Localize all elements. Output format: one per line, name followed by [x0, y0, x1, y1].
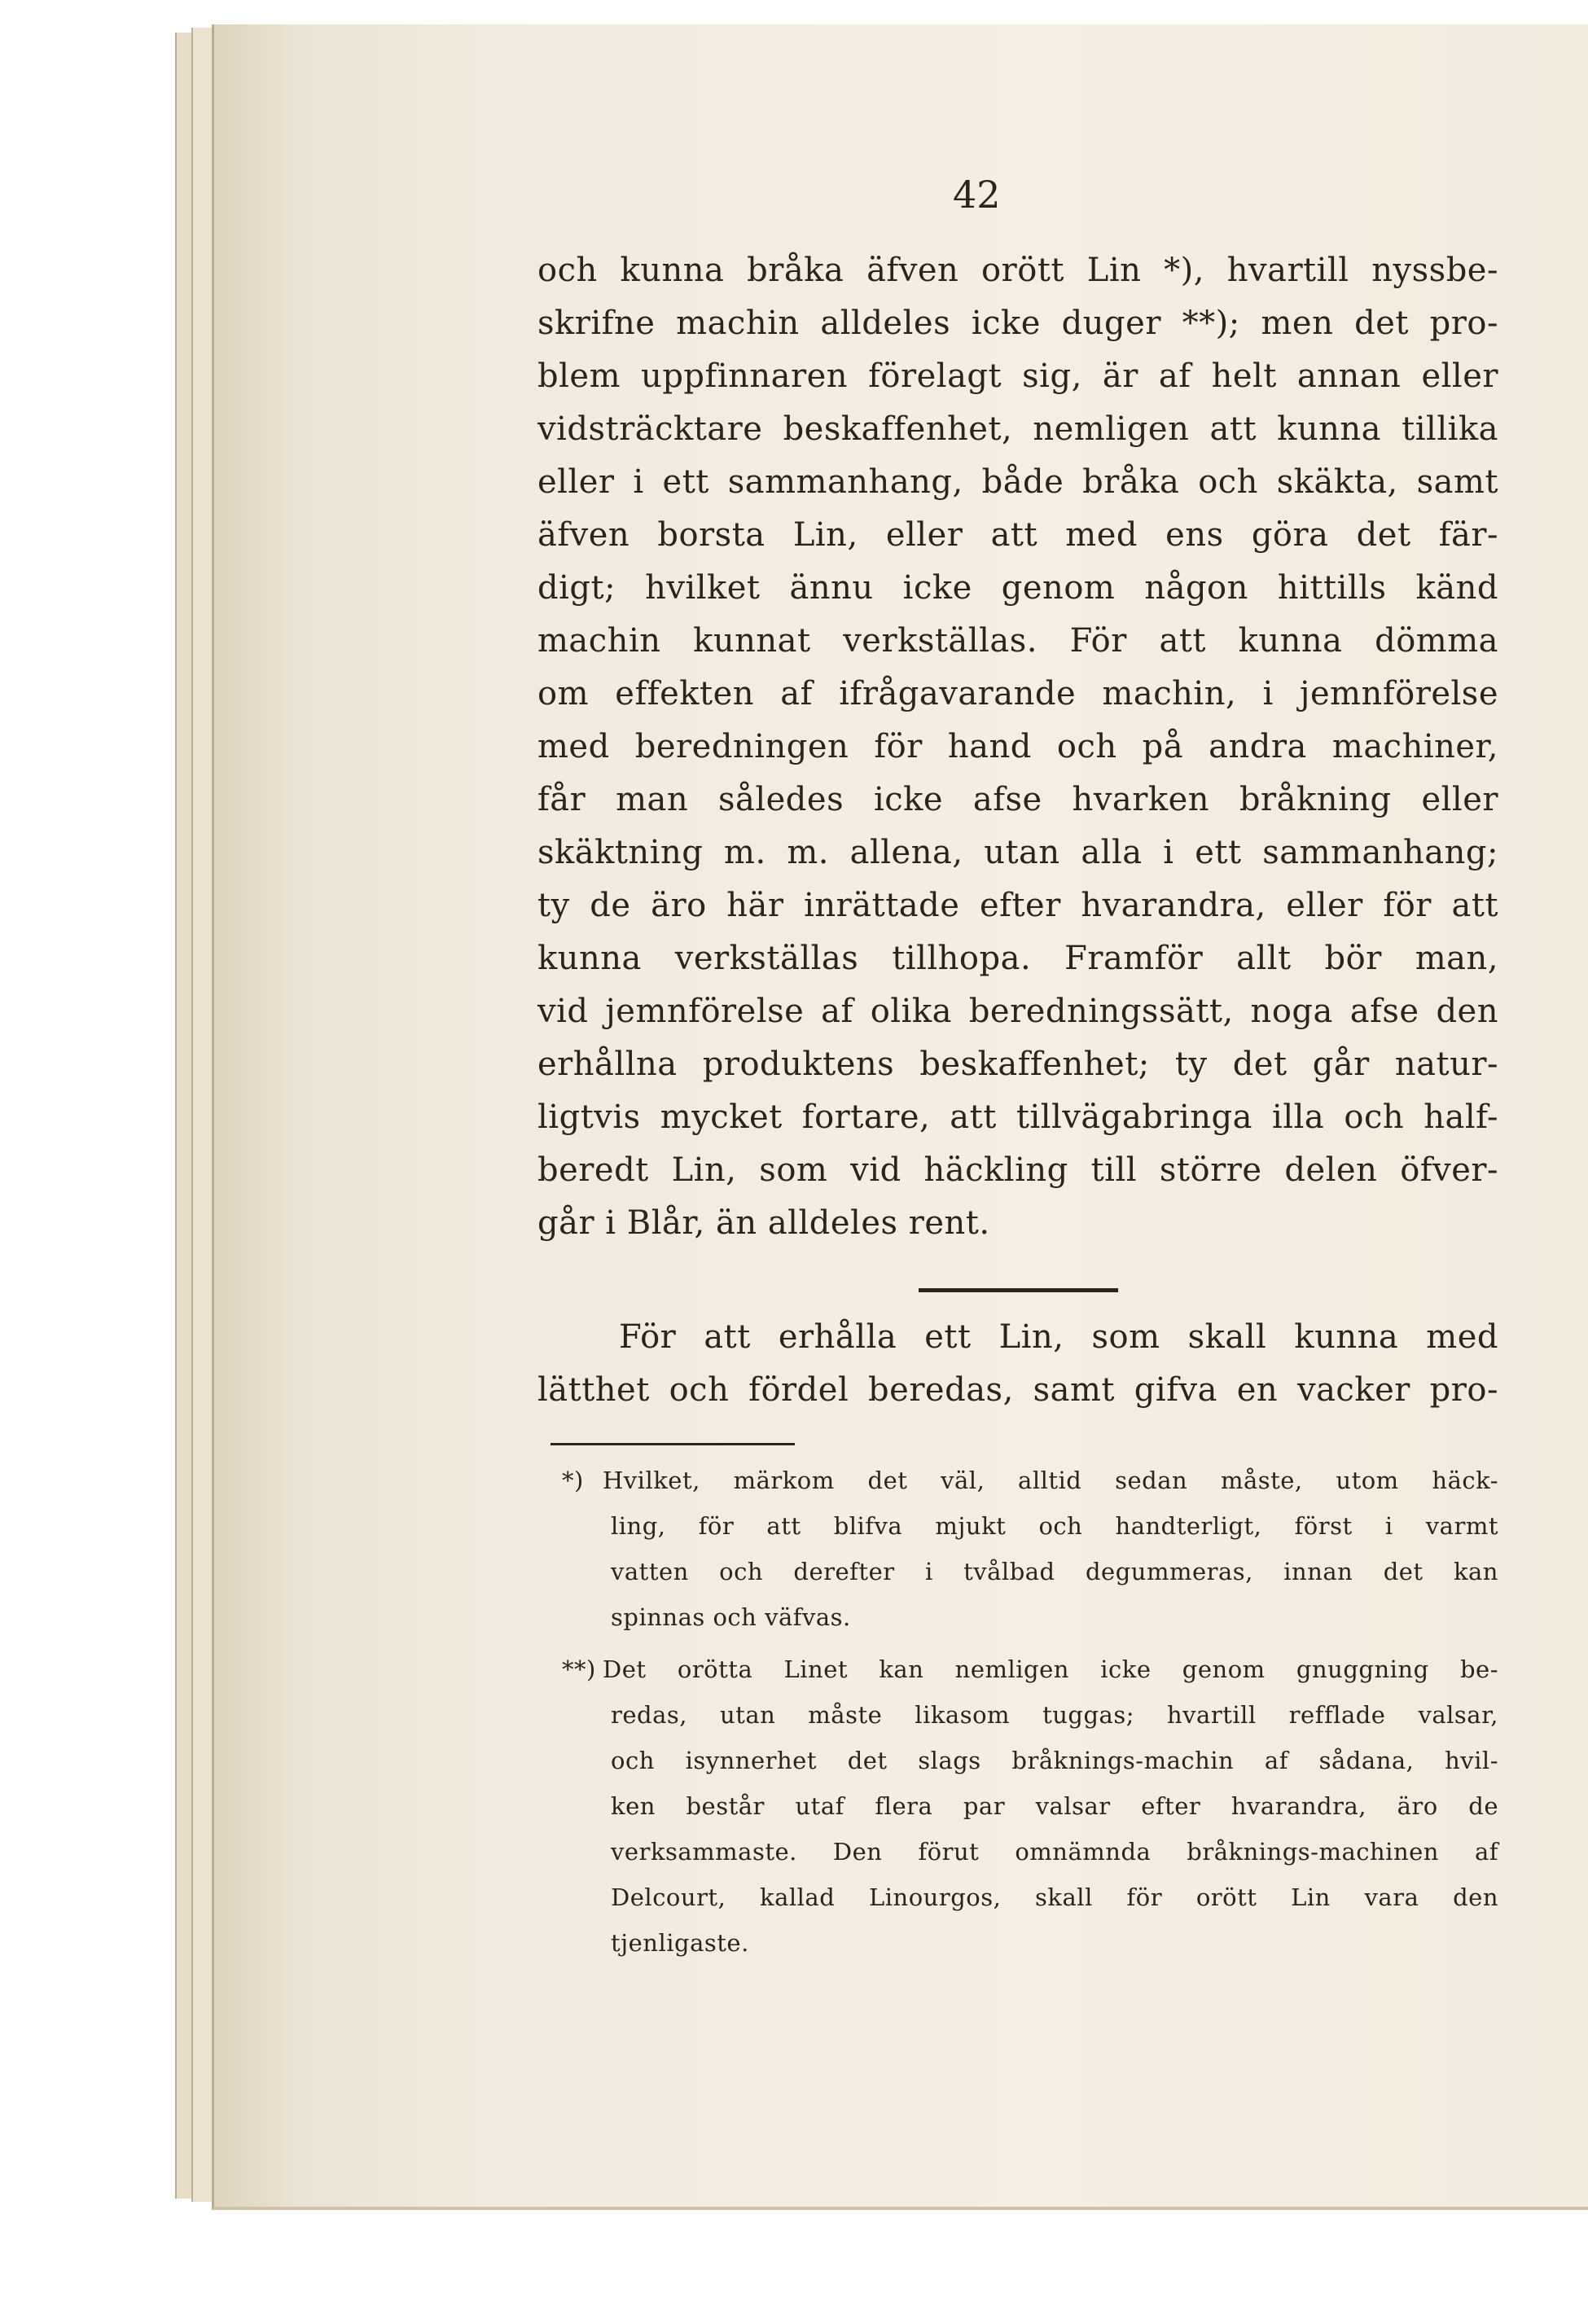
footnote-line: ken består utaf flera par valsar efter hvarandra, äro de [611, 1792, 1498, 1820]
text-line: vidsträcktare beskaffenhet, nemligen att kunna tillika [537, 410, 1498, 448]
footnote-text: Det orötta Linet kan nemligen icke genom gnuggning be- [603, 1655, 1498, 1683]
text-line: äfven borsta Lin, eller att med ens göra det fär- [537, 516, 1498, 554]
section-divider [919, 1288, 1118, 1292]
footnote-divider [551, 1443, 795, 1445]
text-line: vid jemnförelse af olika beredningssätt, noga afse den [537, 993, 1498, 1030]
footnote-line: spinnas och väfvas. [611, 1603, 851, 1631]
footnotes [562, 1458, 1498, 1966]
footnote-marker: **) [562, 1655, 596, 1683]
text-line: blem uppfinnaren förelagt sig, är af helt annan eller [537, 357, 1498, 395]
footnote-marker: *) [562, 1467, 584, 1494]
text-line: får man således icke afse hvarken bråkning eller [537, 781, 1498, 818]
footnote-line: Delcourt, kallad Linourgos, skall för orött Lin vara den [611, 1883, 1498, 1911]
text-line: machin kunnat verkställas. För att kunna dömma [537, 622, 1498, 660]
text-line: erhållna produktens beskaffenhet; ty det går natur- [537, 1046, 1498, 1083]
text-line: kunna verkställas tillhopa. Framför allt bör man, [537, 940, 1498, 977]
footnote-2 [562, 1647, 1498, 1966]
text-line: lätthet och fördel beredas, samt gifva en vacker pro- [537, 1371, 1498, 1409]
text-line: För att erhålla ett Lin, som skall kunna med [619, 1318, 1498, 1356]
text-line: ty de äro här inrättade efter hvarandra, eller för att [537, 887, 1498, 924]
text-line: med beredningen för hand och på andra machiner, [537, 728, 1498, 765]
footnote-line: redas, utan måste likasom tuggas; hvartill refflade valsar, [611, 1701, 1498, 1729]
page-number: 42 [953, 173, 1001, 217]
footnote-text: Hvilket, märkom det väl, alltid sedan måste, utom häck- [603, 1467, 1498, 1494]
footnote-line: verksammaste. Den förut omnämnda bråknings-machinen af [611, 1838, 1498, 1866]
footnote-1 [562, 1458, 1498, 1640]
second-paragraph [537, 1311, 1498, 1417]
text-line: beredt Lin, som vid häckling till större delen öfver- [537, 1151, 1498, 1189]
main-paragraph [537, 244, 1498, 1250]
footnote-line: tjenligaste. [611, 1929, 749, 1957]
text-line: ligtvis mycket fortare, att tillvägabringa illa och half- [537, 1098, 1498, 1136]
footnote-line [562, 1647, 1498, 1692]
footnote-line: ling, för att blifva mjukt och handterligt, först i varmt [611, 1512, 1498, 1540]
text-line: och kunna bråka äfven orött Lin *), hvartill nyssbe- [537, 252, 1498, 289]
footnote-line: och isynnerhet det slags bråknings-machin af sådana, hvil- [611, 1747, 1498, 1774]
text-line: går i Blår, än alldeles rent. [537, 1204, 990, 1242]
text-line: om effekten af ifrågavarande machin, i jemnförelse [537, 675, 1498, 713]
footnote-line [562, 1458, 1498, 1503]
text-line: skrifne machin alldeles icke duger **); men det pro- [537, 305, 1498, 342]
text-line: eller i ett sammanhang, både bråka och skäkta, samt [537, 463, 1498, 501]
text-line: digt; hvilket ännu icke genom någon hittills känd [537, 569, 1498, 607]
text-line: skäktning m. m. allena, utan alla i ett sammanhang; [537, 834, 1498, 871]
footnote-line: vatten och derefter i tvålbad degummeras, innan det kan [611, 1558, 1498, 1585]
